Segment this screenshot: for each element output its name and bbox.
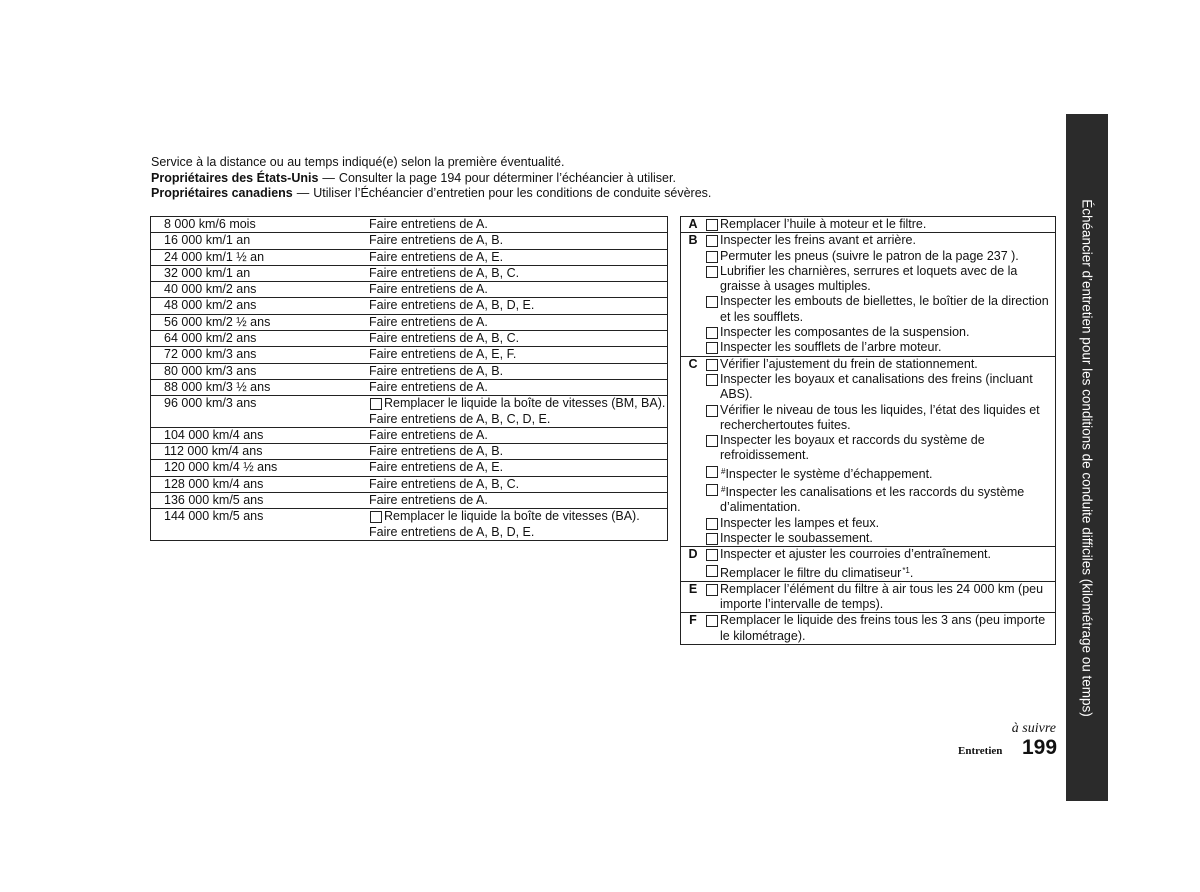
- table-row: [151, 249, 668, 265]
- checkbox-icon: [706, 296, 718, 308]
- table-row: [151, 298, 668, 314]
- item-text: [720, 264, 1055, 295]
- action-cell: [369, 509, 668, 541]
- action-cell: [369, 331, 668, 347]
- action-cell: [369, 427, 668, 443]
- action-cell: [369, 363, 668, 379]
- item-text: [720, 249, 1055, 264]
- distance-cell: 104 000 km/4 ans: [151, 427, 370, 443]
- action-line: [369, 250, 667, 265]
- list-item: [705, 582, 1055, 613]
- page-number: 199: [1022, 736, 1058, 759]
- checkbox-icon: [706, 374, 718, 386]
- list-item: [705, 464, 1055, 482]
- distance-cell: 120 000 km/4 ½ ans: [151, 460, 370, 476]
- action-cell: [369, 233, 668, 249]
- table-row: [151, 363, 668, 379]
- action-cell: [369, 379, 668, 395]
- item-text: [720, 582, 1055, 613]
- checkbox-icon: [370, 398, 382, 410]
- distance-cell: 112 000 km/4 ans: [151, 444, 370, 460]
- action-line: [369, 412, 667, 427]
- items-cell: [705, 581, 1056, 613]
- action-text: Faire entretiens de A, B.: [369, 233, 504, 248]
- table-row: [151, 444, 668, 460]
- checkbox-icon: [706, 484, 718, 496]
- item-text: [720, 340, 1055, 355]
- continued-label: à suivre: [1011, 721, 1056, 736]
- list-item: [705, 294, 1055, 325]
- schedule-table: [150, 216, 668, 541]
- checkbox-icon: [706, 327, 718, 339]
- checkbox-icon: [706, 342, 718, 354]
- action-text: Faire entretiens de A, B, C.: [369, 265, 520, 280]
- action-text: Faire entretiens de A.: [369, 379, 488, 394]
- items-cell: [705, 613, 1056, 645]
- item-text: [720, 372, 1055, 403]
- action-cell: [369, 265, 668, 281]
- ca-owners-text: Utiliser l’Échéancier d’entretien pour les conditions de conduite sévères.: [313, 186, 712, 200]
- distance-cell: 128 000 km/4 ans: [151, 476, 370, 492]
- action-line: [369, 460, 667, 475]
- item-punct: .: [909, 565, 914, 580]
- distance-cell: 32 000 km/1 an: [151, 265, 370, 281]
- checkbox-icon: [706, 251, 718, 263]
- action-text: Remplacer le liquide la boîte de vitesses (BM, BA).: [384, 396, 666, 411]
- section-name: Entretien: [958, 745, 1003, 757]
- distance-cell: 48 000 km/2 ans: [151, 298, 370, 314]
- action-cell: [369, 217, 668, 233]
- item-label: Lubrifier les charnières, serrures et loquets avec de la graisse à usages multiples.: [720, 263, 1018, 294]
- items-cell: [705, 233, 1056, 356]
- intro-us-line: [151, 171, 711, 187]
- checkbox-icon: [706, 549, 718, 561]
- distance-cell: 56 000 km/2 ½ ans: [151, 314, 370, 330]
- side-tab-label: Échéancier d’entretien pour les conditions de conduite difficiles (kilométrage ou temps): [1079, 198, 1095, 717]
- item-label: Inspecter les boyaux et raccords du système de refroidissement.: [720, 433, 985, 463]
- list-item: [705, 516, 1055, 531]
- item-text: [720, 613, 1055, 644]
- checkbox-icon: [706, 518, 718, 530]
- action-line: [369, 331, 667, 346]
- list-item: [705, 340, 1055, 355]
- action-line: [369, 477, 667, 492]
- table-row: [151, 396, 668, 428]
- action-cell: [369, 476, 668, 492]
- action-text: Faire entretiens de A, B, C, D, E.: [369, 411, 551, 426]
- distance-cell: 136 000 km/5 ans: [151, 493, 370, 509]
- item-text: [720, 464, 1055, 482]
- item-code: E: [681, 581, 706, 613]
- table-row: [681, 581, 1056, 613]
- list-item: [705, 372, 1055, 403]
- item-text: [720, 547, 1055, 562]
- action-text: Faire entretiens de A, E, F.: [369, 347, 517, 362]
- distance-cell: 72 000 km/3 ans: [151, 347, 370, 363]
- list-item: [705, 613, 1055, 644]
- list-item: [705, 325, 1055, 340]
- items-cell: [705, 356, 1056, 547]
- item-label: Inspecter les embouts de biellettes, le boîtier de la direction et les soufflets.: [720, 294, 1049, 324]
- checkbox-icon: [706, 435, 718, 447]
- action-text: Faire entretiens de A, B, C.: [369, 476, 520, 491]
- table-row: [681, 547, 1056, 582]
- action-cell: [369, 396, 668, 428]
- action-text: Faire entretiens de A.: [369, 314, 488, 329]
- item-label: Inspecter les soufflets de l’arbre moteur.: [720, 340, 942, 355]
- list-item: [705, 563, 1055, 581]
- distance-cell: 40 000 km/2 ans: [151, 282, 370, 298]
- action-cell: [369, 460, 668, 476]
- table-row: [151, 217, 668, 233]
- us-owners-text: Consulter la page 194 pour déterminer l’échéancier à utiliser.: [338, 170, 676, 185]
- action-line: [369, 298, 667, 313]
- item-text: [720, 217, 1055, 232]
- checkbox-icon: [706, 565, 718, 577]
- action-line: [369, 282, 667, 297]
- distance-cell: 96 000 km/3 ans: [151, 396, 370, 428]
- dash: —: [296, 186, 310, 200]
- checkbox-icon: [370, 511, 382, 523]
- action-text: Faire entretiens de A.: [369, 282, 488, 297]
- list-item: [705, 547, 1055, 562]
- distance-cell: 16 000 km/1 an: [151, 233, 370, 249]
- item-label: Remplacer le liquide des freins tous les 3 ans (peu importe le kilométrage).: [720, 613, 1046, 643]
- item-label: Vérifier l’ajustement du frein de stationnement.: [720, 356, 978, 371]
- checkbox-icon: [706, 219, 718, 231]
- item-text: [720, 516, 1055, 531]
- item-label: Remplacer le filtre du climatiseur: [720, 565, 902, 580]
- action-text: Faire entretiens de A, B, D, E.: [369, 524, 535, 539]
- us-owners-label: Propriétaires des États-Unis: [151, 170, 319, 185]
- item-code: C: [681, 356, 706, 547]
- action-line: [369, 509, 667, 524]
- list-item: [705, 249, 1055, 264]
- list-item: [705, 433, 1055, 464]
- item-label: Inspecter le soubassement.: [720, 530, 873, 545]
- action-line: [369, 364, 667, 379]
- action-line: [369, 525, 667, 540]
- action-text: Faire entretiens de A, B.: [369, 444, 504, 459]
- items-cell: [705, 547, 1056, 582]
- item-text: [720, 531, 1055, 546]
- list-item: [705, 233, 1055, 248]
- table-row: [151, 233, 668, 249]
- action-cell: [369, 249, 668, 265]
- action-line: [369, 233, 667, 248]
- table-row: [151, 347, 668, 363]
- checkbox-icon: [706, 359, 718, 371]
- item-text: [720, 294, 1055, 325]
- table-row: [151, 509, 668, 541]
- action-line: [369, 493, 667, 508]
- intro-ca-line: [151, 186, 711, 202]
- action-cell: [369, 347, 668, 363]
- action-text: Faire entretiens de A, B, C.: [369, 331, 520, 346]
- checkbox-icon: [706, 615, 718, 627]
- item-label: Inspecter les canalisations et les raccords du système d’alimentation.: [720, 485, 1025, 515]
- action-line: [369, 217, 667, 232]
- item-code: F: [689, 613, 697, 628]
- table-row: [151, 265, 668, 281]
- action-line: [369, 444, 667, 459]
- action-text: Faire entretiens de A, E.: [369, 460, 504, 475]
- item-text: [720, 233, 1055, 248]
- item-label: Permuter les pneus (suivre le patron de la page 237 ).: [720, 248, 1019, 263]
- checkbox-icon: [706, 533, 718, 545]
- action-text: Faire entretiens de A.: [369, 217, 488, 231]
- intro-line: Service à la distance ou au temps indiqué(e) selon la première éventualité.: [151, 155, 565, 169]
- table-row: [151, 331, 668, 347]
- table-row: [681, 217, 1056, 233]
- action-text: Faire entretiens de A.: [369, 493, 488, 508]
- checkbox-icon: [706, 266, 718, 278]
- item-label: Inspecter les freins avant et arrière.: [720, 233, 916, 248]
- list-item: [705, 217, 1055, 232]
- distance-cell: 80 000 km/3 ans: [151, 363, 370, 379]
- action-cell: [369, 444, 668, 460]
- item-text: [720, 563, 1055, 581]
- action-cell: [369, 298, 668, 314]
- item-label: Inspecter le système d’échappement.: [725, 466, 933, 481]
- item-text: [720, 403, 1055, 434]
- list-item: [705, 403, 1055, 434]
- action-cell: [369, 282, 668, 298]
- action-line: [369, 315, 667, 330]
- action-line: [369, 380, 667, 395]
- dash: —: [322, 170, 335, 185]
- item-label: Inspecter les composantes de la suspension.: [720, 325, 970, 340]
- distance-cell: 64 000 km/2 ans: [151, 331, 370, 347]
- checkbox-icon: [706, 466, 718, 478]
- action-line: [369, 428, 667, 443]
- action-text: Faire entretiens de A, B, D, E.: [369, 298, 535, 313]
- item-code: B: [681, 233, 706, 356]
- table-row: [681, 233, 1056, 356]
- item-code: D: [681, 547, 706, 582]
- maintenance-items-table: [680, 216, 1056, 645]
- table-row: [151, 460, 668, 476]
- item-text: [720, 357, 1055, 372]
- item-text: [720, 325, 1055, 340]
- footnote-mark: #: [721, 485, 726, 495]
- table-row: [151, 427, 668, 443]
- distance-cell: 144 000 km/5 ans: [164, 509, 264, 524]
- ca-owners-label: Propriétaires canadiens: [151, 186, 293, 200]
- footnote-mark: *1: [902, 565, 910, 575]
- action-text: Faire entretiens de A, B.: [369, 363, 504, 378]
- checkbox-icon: [706, 235, 718, 247]
- action-text: Faire entretiens de A, E.: [369, 249, 504, 264]
- distance-cell: 24 000 km/1 ½ an: [151, 249, 370, 265]
- intro-text: [151, 155, 711, 202]
- list-item: [705, 357, 1055, 372]
- checkbox-icon: [706, 584, 718, 596]
- item-text: [720, 482, 1055, 516]
- distance-cell: 8 000 km/6 mois: [151, 217, 370, 233]
- item-label: Inspecter les boyaux et canalisations des freins (incluant ABS).: [720, 371, 1033, 402]
- table-row: [681, 613, 1056, 645]
- action-text: Faire entretiens de A.: [369, 427, 488, 442]
- table-row: [151, 493, 668, 509]
- list-item: [705, 482, 1055, 516]
- footnote-mark: #: [721, 466, 726, 476]
- checkbox-icon: [706, 405, 718, 417]
- list-item: [705, 531, 1055, 546]
- item-label: Remplacer l’élément du filtre à air tous les 24 000 km (peu importe l’intervalle de temps).: [720, 581, 1044, 612]
- table-row: [151, 476, 668, 492]
- action-line: [369, 347, 667, 362]
- action-cell: [369, 314, 668, 330]
- item-label: Inspecter et ajuster les courroies d’entraînement.: [720, 547, 991, 562]
- action-line: [369, 266, 667, 281]
- table-row: [151, 379, 668, 395]
- table-row: [151, 314, 668, 330]
- action-text: Remplacer le liquide la boîte de vitesses (BA).: [384, 509, 640, 524]
- item-code: A: [681, 217, 706, 233]
- item-text: [720, 433, 1055, 464]
- item-label: Inspecter les lampes et feux.: [720, 515, 880, 530]
- distance-cell: 88 000 km/3 ½ ans: [151, 379, 370, 395]
- action-cell: [369, 493, 668, 509]
- item-label: Remplacer l’huile à moteur et le filtre.: [720, 217, 927, 231]
- action-line: [369, 396, 667, 411]
- list-item: [705, 264, 1055, 295]
- items-cell: [705, 217, 1056, 233]
- item-label: Vérifier le niveau de tous les liquides, l’état des liquides et recherchertoutes fuites.: [720, 402, 1040, 432]
- table-row: [151, 282, 668, 298]
- side-tab: [1066, 114, 1108, 801]
- table-row: [681, 356, 1056, 547]
